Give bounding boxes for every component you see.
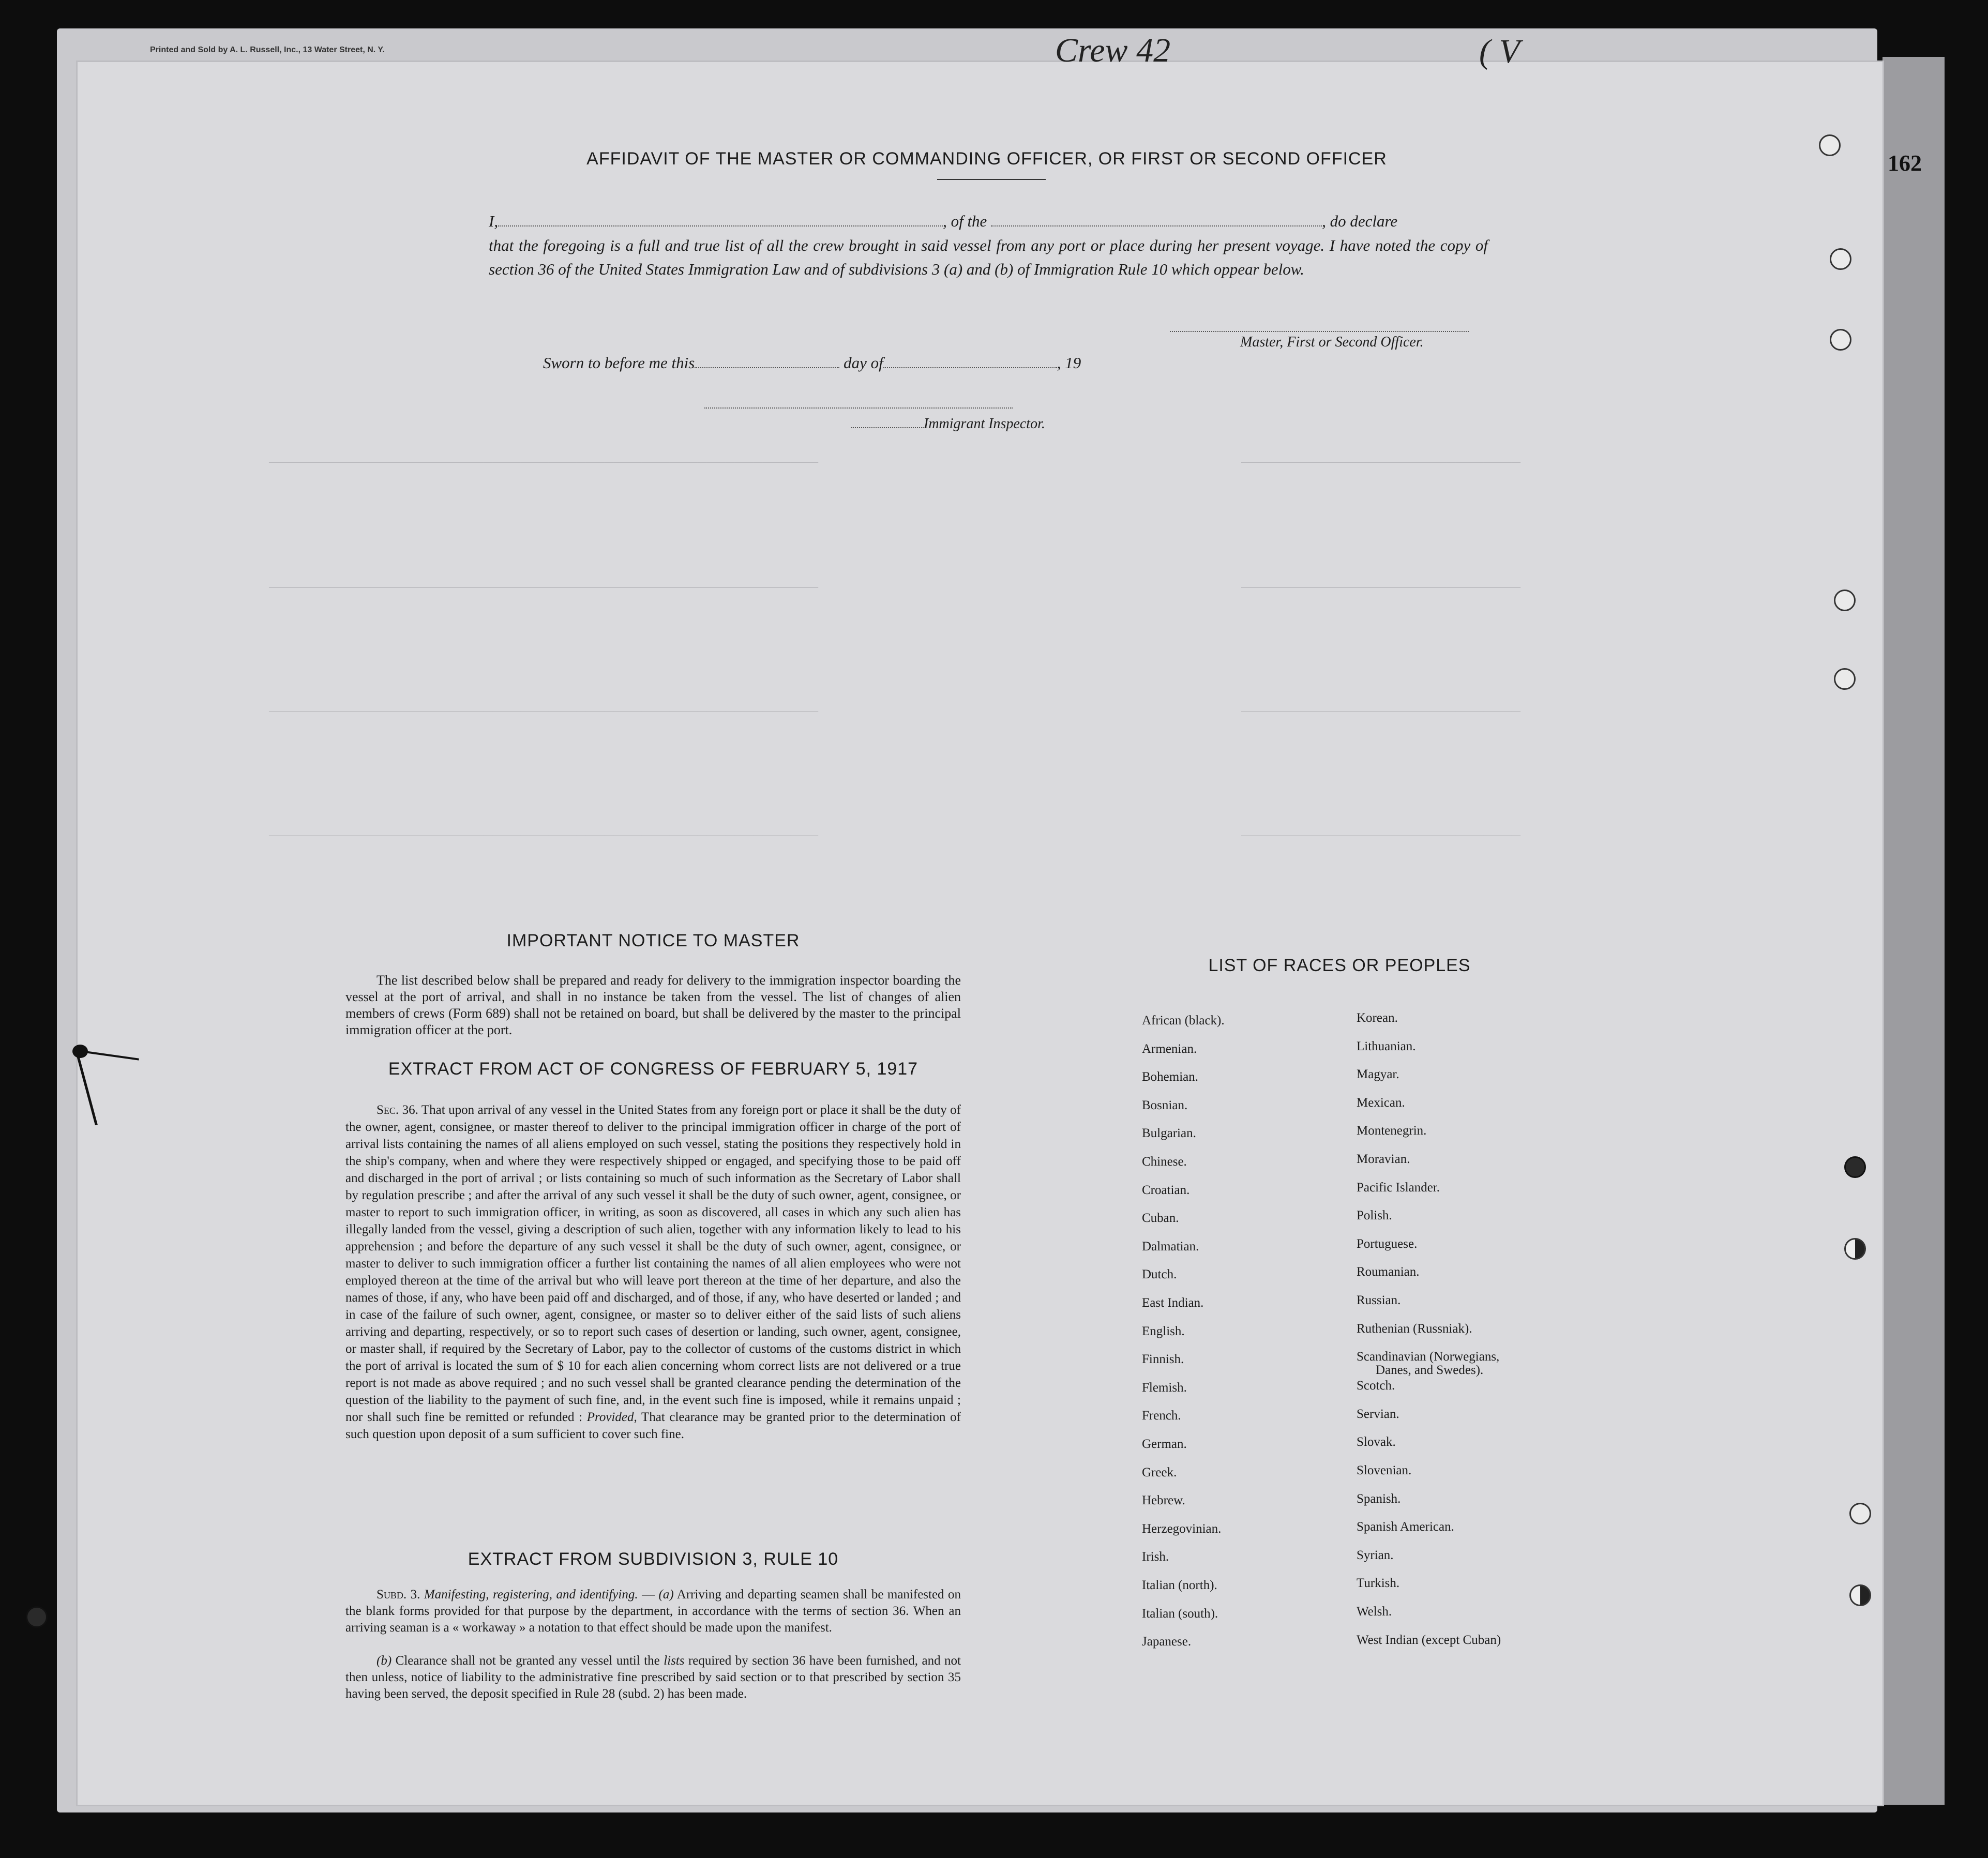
binder-hole-icon: [1834, 590, 1856, 611]
race-item: West Indian (except Cuban): [1357, 1633, 1501, 1647]
sworn-day-label: day of: [844, 354, 883, 372]
race-item: Montenegrin.: [1357, 1124, 1427, 1138]
handwritten-mark: ( V: [1479, 33, 1520, 70]
race-item: Danes, and Swedes).: [1376, 1363, 1484, 1378]
subd-heading: Manifesting, registering, and identifying.: [424, 1588, 638, 1602]
para-b-post: required by section 36 have been furnished, and not then unless, notice of liability to the administrative fine prescribed by said section or to that prescribed by section 35 having been served, the deposit specified in Rule 28 (subd. 2) has been made.: [345, 1654, 961, 1701]
race-item: Russian.: [1357, 1293, 1401, 1307]
subd-label: Subd. 3.: [376, 1588, 420, 1602]
race-item: Moravian.: [1357, 1152, 1410, 1166]
race-item: Roumanian.: [1357, 1265, 1420, 1279]
section-36-text: [345, 1101, 961, 1443]
race-item: Herzegovinian.: [1142, 1521, 1222, 1536]
race-item: Flemish.: [1142, 1380, 1187, 1395]
race-item: German.: [1142, 1437, 1187, 1451]
declarant-name-field[interactable]: [498, 225, 943, 226]
race-item: Spanish American.: [1357, 1520, 1454, 1534]
affidavit-body: that the foregoing is a full and true list of all the crew brought in said vessel from any port or place during her present voyage. I have noted the copy of section 36 of the United States Immigration Law and of subdivisions 3 (a) and (b) of Immigration Rule 10 which oppear below.: [489, 236, 1488, 278]
inspector-signature-field[interactable]: [704, 407, 1013, 409]
race-item: Cuban.: [1142, 1211, 1179, 1226]
race-item: Croatian.: [1142, 1183, 1190, 1197]
sworn-day-field[interactable]: [695, 367, 839, 368]
races-title: LIST OF RACES OR PEOPLES: [1208, 956, 1471, 975]
race-item: French.: [1142, 1409, 1181, 1423]
title-underline: [937, 179, 1046, 180]
race-item: Italian (south).: [1142, 1606, 1218, 1621]
race-item: Turkish.: [1357, 1576, 1400, 1591]
binder-hole-icon: [1834, 668, 1856, 690]
race-item: Italian (north).: [1142, 1578, 1217, 1592]
sworn-line: [543, 354, 1081, 372]
para-a-label: (a): [658, 1588, 674, 1602]
race-item: Welsh.: [1357, 1605, 1392, 1619]
extract-rule-title: EXTRACT FROM SUBDIVISION 3, RULE 10: [468, 1549, 839, 1569]
race-item: Irish.: [1142, 1550, 1169, 1564]
section-label: Sec. 36.: [376, 1103, 418, 1117]
race-item: Greek.: [1142, 1465, 1177, 1479]
race-item: Slovak.: [1357, 1435, 1396, 1449]
race-item: Syrian.: [1357, 1548, 1394, 1562]
binder-hole-icon: [1830, 329, 1851, 351]
race-item: East Indian.: [1142, 1296, 1204, 1310]
race-item: Finnish.: [1142, 1352, 1184, 1367]
race-item: Portuguese.: [1357, 1236, 1418, 1251]
race-item: Japanese.: [1142, 1635, 1192, 1649]
inspector-label-line: [851, 416, 1045, 432]
binder-hole-icon: [1830, 248, 1851, 270]
handwritten-crew-note: Crew 42: [1055, 32, 1171, 69]
inspector-label: Immigrant Inspector.: [924, 416, 1045, 432]
sworn-prefix: Sworn to before me this: [543, 354, 695, 372]
race-item: Hebrew.: [1142, 1493, 1185, 1508]
vessel-name-field[interactable]: [991, 225, 1322, 226]
binder-hole-icon: [1844, 1156, 1866, 1178]
race-item: Bosnian.: [1142, 1098, 1188, 1112]
declare-suffix: , do declare: [1322, 212, 1398, 230]
sworn-month-field[interactable]: [883, 367, 1057, 368]
master-signature-field[interactable]: [1170, 331, 1469, 332]
notice-title: IMPORTANT NOTICE TO MASTER: [506, 931, 800, 950]
race-item: Pacific Islander.: [1357, 1180, 1440, 1195]
race-item: Spanish.: [1357, 1491, 1401, 1506]
subdivision-a-text: Subd. 3. Manifesting, registering, and identifying. — (a) Arriving and departing seamen shall be manifested on the blank forms provided for that purpose by the department, in accordance with the terms of section 36. When an arriving seaman is a « workaway » a notation to that effect should be made upon the manifest.: [345, 1588, 961, 1635]
printer-credit: Printed and Sold by A. L. Russell, Inc., 13 Water Street, N. Y.: [150, 46, 385, 54]
race-item: Ruthenian (Russniak).: [1357, 1321, 1472, 1336]
page-number: 162: [1888, 150, 1922, 176]
declarant-prefix: I,: [489, 212, 499, 230]
race-item: Dalmatian.: [1142, 1239, 1199, 1253]
right-page-edge: [1882, 57, 1945, 1805]
provided-label: Provided,: [586, 1410, 637, 1424]
race-item: Bulgarian.: [1142, 1126, 1196, 1141]
race-item: Bohemian.: [1142, 1070, 1199, 1084]
race-item: Scotch.: [1357, 1379, 1395, 1393]
sworn-year-label: , 19: [1057, 354, 1081, 372]
master-signature-label: Master, First or Second Officer.: [1240, 334, 1424, 350]
race-item: Slovenian.: [1357, 1463, 1412, 1477]
race-item: Servian.: [1357, 1407, 1399, 1421]
race-item: Dutch.: [1142, 1267, 1177, 1282]
affidavit-declaration-line: [489, 212, 1397, 231]
race-item: English.: [1142, 1324, 1185, 1338]
race-item: African (black).: [1142, 1014, 1225, 1028]
para-b-pre: Clearance shall not be granted any vessel until the: [395, 1654, 660, 1668]
race-item: Chinese.: [1142, 1155, 1187, 1169]
binder-hole-icon: [26, 1606, 48, 1628]
binder-hole-icon: [1849, 1503, 1871, 1524]
subdivision-b-text: [345, 1653, 961, 1702]
binder-hole-icon: [1849, 1584, 1871, 1606]
binder-hole-icon: [1844, 1238, 1866, 1260]
section-36-body: That upon arrival of any vessel in the United States from any foreign port or place it shall be the duty of the owner, agent, consignee, or master thereof to deliver to the principal immigration officer in charge of the port of arrival lists containing the names of all aliens employed on such vessel, stating the positions they respectively hold in the ship's company, when and where they were respectively shipped or engaged, and specifying those to be paid off and discharged in the port of arrival ; or lists containing so much of such information as the Secretary of Labor shall by regulation prescribe ; and after the arrival of any such vessel it shall be the duty of such owner, agent, consignee, or master to report to such immigration officer, in writing, as soon as discovered, all cases in which any such alien has illegally landed from the vessel, giving a description of such alien, together with any information likely to lead to his apprehension ; and before the departure of any such vessel it shall be the duty of such owner, agent, consignee, or master to deliver to such immigration officer a further list containing the names of all alien employees who were not employed thereon at the time of the arrival but who will leave port thereon at the time of her departure, and also the names of those, if any, who have been paid off and discharged, and of those, if any, who have deserted or landed ; and in case of the failure of such owner, agent, consignee, or master so to deliver either of the said lists of such aliens arriving and departing, respectively, or so to report such cases of desertion or landing, such owner, agent, consignee, or master shall, if required by the Secretary of Labor, pay to the collector of customs of the customs district in which the port of arrival is located the sum of $ 10 for each alien concerning whom correct lists are not delivered or a true report is not made as above required ; and no such vessel shall be granted clearance pending the determination of the question of the liability to the payment of such fine, and, in the event such fine is imposed, while it remains unpaid ; nor shall such fine be remitted or refunded :: [345, 1103, 961, 1424]
para-b-lists: lists: [664, 1654, 685, 1668]
binder-hole-icon: [1819, 134, 1841, 156]
para-a-body: Arriving and departing seamen shall be manifested on the blank forms provided for that purpose by the department, in accordance with the terms of section 36. When an arriving seaman is a « workaway » a notation to that effect should be made upon the manifest.: [345, 1588, 961, 1635]
race-item: Scandinavian (Norwegians,: [1357, 1350, 1500, 1364]
para-b-label: (b): [376, 1654, 392, 1668]
notice-text: The list described below shall be prepared and ready for delivery to the immigration inspector boarding the vessel at the port of arrival, and shall in no instance be taken from the vessel. The list of changes of alien members of crews (Form 689) shall not be retained on board, but shall be delivered by the master to the principal immigration officer at the port.: [345, 973, 961, 1037]
race-item: Magyar.: [1357, 1067, 1399, 1082]
race-item: Armenian.: [1142, 1041, 1197, 1056]
extract-act-title: EXTRACT FROM ACT OF CONGRESS OF FEBRUARY 5, 1917: [388, 1059, 918, 1079]
race-item: Lithuanian.: [1357, 1039, 1416, 1053]
race-item: Polish.: [1357, 1209, 1392, 1223]
section-36-end: That clearance may be granted prior to the determination of such question upon deposit of a sum sufficient to cover such fine.: [345, 1410, 961, 1441]
vessel-prefix: , of the: [943, 212, 987, 230]
affidavit-title: AFFIDAVIT OF THE MASTER OR COMMANDING OFFICER, OR FIRST OR SECOND OFFICER: [586, 149, 1387, 169]
race-item: Korean.: [1357, 1011, 1398, 1025]
race-item: Mexican.: [1357, 1095, 1405, 1110]
